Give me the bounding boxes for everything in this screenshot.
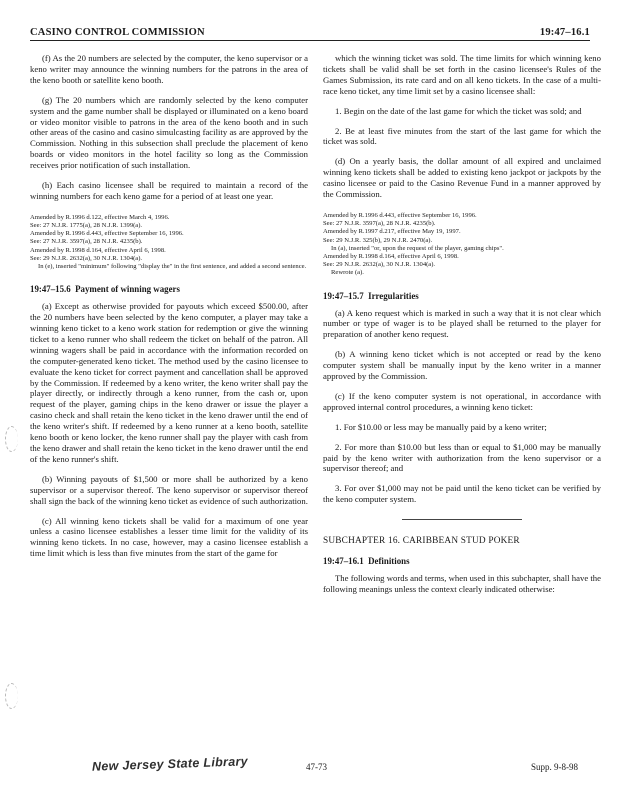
section-heading — [30, 284, 308, 295]
paragraph-f: (f) As the 20 numbers are selected by the computer, the keno supervisor or a keno writer may announce the winning numbers for the patrons in the area of the keno booth or satellite keno booth. — [30, 53, 308, 85]
divider — [402, 519, 522, 520]
list-item: 2. Be at least five minutes from the start of the last game for which the ticket was sold. — [323, 125, 601, 147]
list-item: 1. For $10.00 or less may be manually paid by a keno writer; — [335, 421, 547, 432]
binder-hole — [5, 426, 18, 452]
section-heading — [323, 291, 601, 302]
library-stamp: New Jersey State Library — [91, 754, 249, 774]
binder-hole — [5, 683, 18, 709]
history-note: Amended by R.1998 d.164, effective April 6, 1998. — [323, 252, 459, 260]
history-note: Amended by R.1996 d.443, effective September 16, 1996. — [323, 211, 477, 219]
history-note: In (e), inserted "minimum" following "display the" in the first sentence, and added a second sentence. — [38, 263, 307, 271]
right-column — [323, 53, 601, 604]
header-section-number: 19:47–16.1 — [539, 27, 590, 38]
header-title: CASINO CONTROL COMMISSION — [30, 27, 205, 38]
left-column — [30, 53, 308, 568]
paragraph-b: (b) Winning payouts of $1,500 or more shall be authorized by a keno supervisor or a supervisor thereof. The keno supervisor or supervisor thereof shall sign the back of the winning keno ticket as evidence of such authorization. — [30, 473, 308, 506]
paragraph-c: (c) All winning keno tickets shall be valid for a maximum of one year unless a casino licensee establishes a lesser time limit for the validity of its winning keno tickets. In no case, however, may a casino licensee establish a time limit which is less than five minutes from the start of the game for — [30, 515, 308, 559]
paragraph-h: (h) Each casino licensee shall be required to maintain a record of the winning numbers for each keno game for a period of at least one year. — [30, 180, 308, 201]
subchapter-heading: SUBCHAPTER 16. CARIBBEAN STUD POKER — [323, 536, 520, 547]
history-note: See: 27 N.J.R. 3597(a), 28 N.J.R. 4235(b). — [30, 238, 143, 246]
section-number: 19:47–15.7 — [323, 290, 364, 301]
list-item: 2. For more than $10.00 but less than or equal to $1,000 may be manually paid by the keno writer with authorization from the keno supervisor or a supervisor thereof; and — [323, 441, 601, 474]
history-note: Rewrote (a). — [331, 269, 364, 277]
paragraph-continued: which the winning ticket was sold. The time limits for which winning keno tickets shall be valid shall be set forth in the casino licensee's Rules of the Games Submission, its rate card and on all keno tickets. In the case of a multi-race keno ticket, any time limit set by a casino licensee shall: — [323, 53, 601, 96]
paragraph-g: (g) The 20 numbers which are randomly selected by the keno computer system and the game number shall be displayed or illuminated on a keno board or video monitor visible to patrons in the area of the keno booth and in such other areas of the casino and casino simulcasting facility as are approved by the Commission. Nothing in this subsection shall preclude the placement of keno boards or video monitors in the hotel facility so long as the Commission receives prior notification of such installation. — [30, 94, 308, 171]
paragraph-a: (a) A keno request which is marked in such a way that it is not clear which number or type of wager is to be played shall be returned to the player for preparation of another keno request. — [323, 307, 601, 340]
history-note: See: 29 N.J.R. 2632(a), 30 N.J.R. 1304(a). — [323, 261, 436, 269]
section-title: Payment of winning wagers — [75, 284, 180, 295]
section-number: 19:47–16.1 — [323, 556, 364, 567]
history-note: See: 29 N.J.R. 2632(a), 30 N.J.R. 1304(a). — [30, 254, 143, 262]
paragraph-a: (a) Except as otherwise provided for payouts which exceed $500.00, after the 20 numbers have been selected by the keno computer, a player may take a winning keno ticket to a keno work station for redemption or give the winning ticket to a keno runner who shall redeem the ticket on behalf of the patron. All winning wagers shall be paid in accordance with the information recorded on the computer-generated keno ticket. The method used by the casino licensee to evaluate the keno ticket for correct payment and cancellation shall be approved by the Commission. If redeemed by a keno writer, the keno writer shall pay the player directly, or indirectly through a keno runner, from the cash or, upon request of the player, gaming chips in the keno drawer or issue the player a casino check and shall retain the keno ticket in the keno drawer until the end of the keno writer's shift. If redeemed by a keno runner at a keno booth, satellite keno booth or keno locker, the keno runner shall pay the player with cash from the keno drawer and shall retain the keno ticket in the keno drawer until the end of the keno runner's shift. — [30, 301, 308, 464]
history-note: See: 27 N.J.R. 1775(a), 28 N.J.R. 1399(a). — [30, 222, 143, 230]
running-header — [30, 27, 590, 41]
history-note: In (a), inserted "or, upon the request of the player, gaming chips". — [331, 244, 504, 252]
history-note: Amended by R.1998 d.164, effective April 6, 1998. — [30, 246, 166, 254]
definitions-intro: The following words and terms, when used in this subchapter, shall have the following meanings unless the context clearly indicated otherwise: — [323, 573, 601, 594]
list-item: 3. For over $1,000 may not be paid until the keno ticket can be verified by the keno computer system. — [323, 483, 601, 505]
section-number: 19:47–15.6 — [30, 284, 71, 295]
paragraph-c: (c) If the keno computer system is not operational, in accordance with approved internal control procedures, a winning keno ticket: — [323, 390, 601, 412]
section-title: Irregularities — [368, 290, 419, 301]
list-item: 1. Begin on the date of the last game for which the ticket was sold; and — [335, 105, 582, 116]
paragraph-b: (b) A winning keno ticket which is not accepted or read by the keno computer system shall be manually input by the keno writer in a manner approved by the Commission. — [323, 349, 601, 382]
paragraph-d: (d) On a yearly basis, the dollar amount of all expired and unclaimed winning keno tickets shall be added to existing keno jackpot or jackpots by the casino licensee or paid to the Casino Revenue Fund in a manner approved by the Commission. — [323, 156, 601, 200]
history-note: Amended by R.1997 d.217, effective May 19, 1997. — [323, 228, 461, 236]
supplement-date: Supp. 9-8-98 — [531, 762, 578, 772]
section-heading — [323, 556, 601, 567]
history-note: Amended by R.1996 d.443, effective September 16, 1996. — [30, 230, 184, 238]
history-note: Amended by R.1996 d.122, effective March 4, 1996. — [30, 213, 170, 221]
page-number: 47-73 — [306, 762, 327, 772]
section-title: Definitions — [368, 556, 410, 567]
history-note: See: 27 N.J.R. 3597(a), 28 N.J.R. 4235(b). — [323, 220, 436, 228]
history-note: See: 29 N.J.R. 325(b), 29 N.J.R. 2470(a). — [323, 236, 433, 244]
